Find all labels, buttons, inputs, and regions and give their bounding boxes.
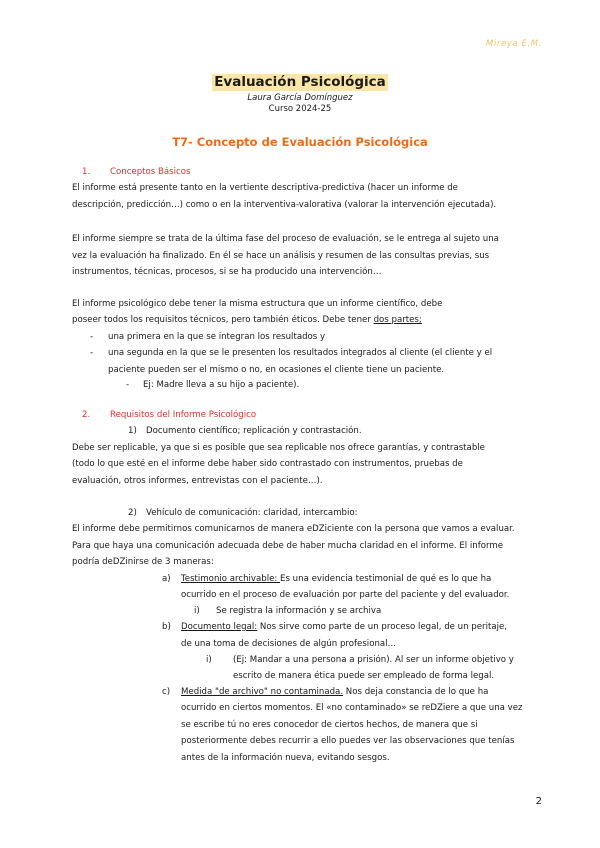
topic-heading: T7- Concepto de Evaluación Psicológica: [172, 135, 428, 149]
item2-label: Vehículo de comunicación: claridad, intercambio:: [146, 508, 358, 518]
way-c-line2: ocurrido en ciertos momentos. El «no contaminado» se reDZiere a que una vez: [181, 703, 523, 713]
way-b-term: Documento legal:: [181, 622, 258, 632]
bullet1-text: una primera en la que se integran los resultados y: [108, 332, 326, 342]
item2-text-line3: podría deDZinirse de 3 maneras:: [72, 557, 214, 567]
way-c-line3: se escribe tú no eres conocedor de ciertos hechos, de manera que si: [181, 720, 478, 730]
sub-bullet-text: Ej: Madre lleva a su hijo a paciente).: [143, 380, 300, 390]
course-label: Curso 2024-25: [268, 104, 332, 114]
item2-text-line1: El informe debe permitirnos comunicarnos de manera eDZiciente con la persona que vamos a evaluar.: [72, 524, 515, 534]
page-number: 2: [535, 796, 542, 807]
underlined-two-parts: dos partes;: [373, 315, 422, 325]
bullet-marker: -: [90, 332, 94, 342]
way-c-line1: Medida "de archivo" no contaminada. Nos deja constancia de lo que ha: [181, 687, 489, 697]
document-title: Evaluación Psicológica: [214, 74, 386, 90]
section1-para3-line1: El informe psicológico debe tener la misma estructura que un informe científico, debe: [72, 299, 443, 309]
sub-bullet-marker: -: [126, 380, 130, 390]
item1-number: 1): [128, 426, 137, 436]
author-name: Laura García Domínguez: [247, 93, 353, 103]
section1-para2-line1: El informe siempre se trata de la última fase del proceso de evaluación, se le entrega al sujeto una: [72, 234, 499, 244]
title-block: [0, 71, 600, 115]
way-c-letter: c): [162, 687, 171, 697]
section1-para1-line2: descripción, predicción…) como o en la interventiva-valorativa (valorar la intervención ejecutada).: [72, 200, 497, 210]
section2-number: 2.: [82, 410, 91, 420]
section1-para3-line2: poseer todos los requisitos técnicos, pero también éticos. Debe tener dos partes;: [72, 315, 422, 325]
section1-para1-line1: El informe está presente tanto en la vertiente descriptiva-predictiva (hacer un informe de: [72, 183, 458, 193]
item2-text-line2: Para que haya una comunicación adecuada debe de haber mucha claridad en el informe. El informe: [72, 541, 504, 551]
item1-label: Documento científico; replicación y contrastación.: [146, 426, 362, 436]
section1-heading: Conceptos Básicos: [110, 167, 191, 177]
way-c-term: Medida "de archivo" no contaminada.: [181, 687, 344, 697]
way-a-line2: ocurrido en el proceso de evaluación por parte del paciente y del evaluador.: [181, 590, 510, 600]
way-b-line2: de una toma de decisiones de algún profesional…: [181, 639, 397, 649]
bullet2-line2: paciente pueden ser el mismo o no, en ocasiones el cliente tiene un paciente.: [108, 365, 445, 375]
bullet2-line1: una segunda en la que se le presenten los resultados integrados al cliente (el cliente y el: [108, 348, 493, 358]
way-a-line1: Testimonio archivable: Es una evidencia testimonial de qué es lo que ha: [181, 574, 492, 584]
way-c-line5: antes de la información nueva, evitando sesgos.: [181, 753, 390, 763]
way-b-line1: Documento legal: Nos sirve como parte de un proceso legal, de un peritaje,: [181, 622, 508, 632]
item1-text-line3: evaluación, otros informes, entrevistas con el paciente…).: [72, 476, 323, 486]
way-b-sub-marker: i): [206, 655, 212, 665]
section2-heading: Requisitos del Informe Psicológico: [110, 410, 257, 420]
way-b-sub-line2: escrito de manera ética puede ser empleado de forma legal.: [233, 671, 495, 681]
author-watermark: Mireya E.M.: [485, 39, 542, 49]
way-a-sub-text: Se registra la información y se archiva: [216, 606, 382, 616]
way-a-letter: a): [162, 574, 171, 584]
item1-text-line1: Debe ser replicable, ya que si es posible que sea replicable nos ofrece garantías, y contrastable: [72, 443, 485, 453]
section1-number: 1.: [82, 167, 91, 177]
way-a-term: Testimonio archivable:: [181, 574, 281, 584]
item2-number: 2): [128, 508, 137, 518]
way-a-sub-marker: i): [194, 606, 200, 616]
way-c-line4: posteriormente debes recurrir a ello puedes ver las observaciones que tenías: [181, 736, 515, 746]
section1-para2-line3: instrumentos, técnicas, procesos, si se ha producido una intervención…: [72, 267, 382, 277]
item1-text-line2: (todo lo que esté en el informe debe haber sido contrastado con instrumentos, pruebas de: [72, 459, 463, 469]
way-b-letter: b): [162, 622, 171, 632]
bullet-marker: -: [90, 348, 94, 358]
section1-para2-line2: vez la evaluación ha finalizado. En él se hace un análisis y resumen de las consultas previas, sus: [72, 251, 490, 261]
way-b-sub-line1: (Ej: Mandar a una persona a prisión). Al ser un informe objetivo y: [233, 655, 514, 665]
